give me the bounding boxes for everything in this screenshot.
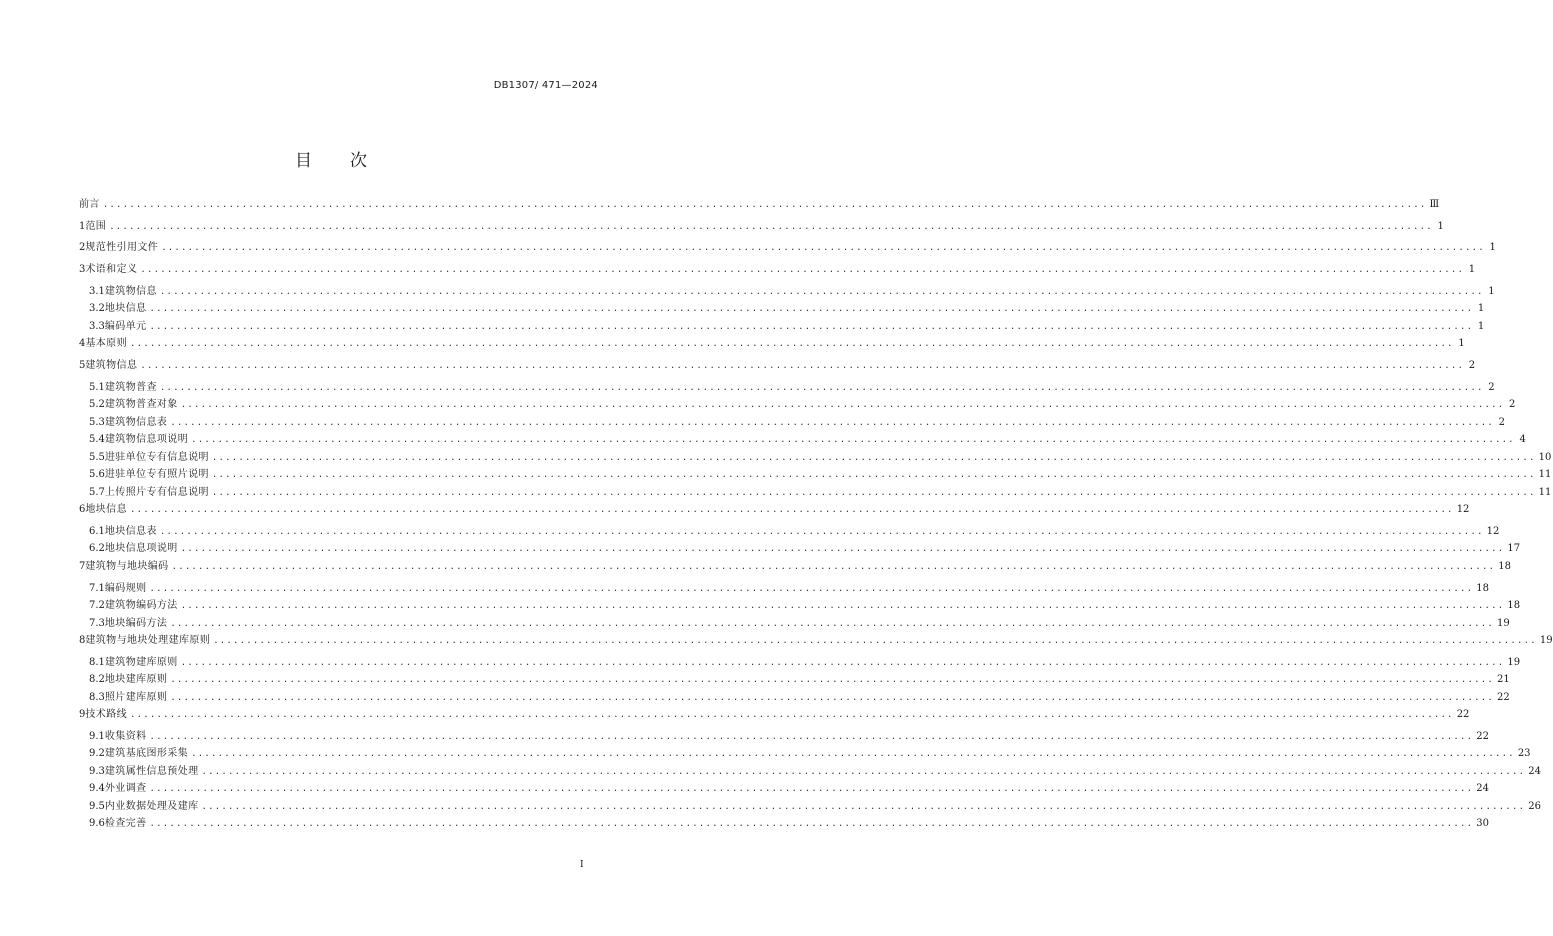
toc-entry-number: 6 bbox=[79, 504, 86, 516]
toc-entry-number: 3.1 bbox=[89, 285, 105, 297]
toc-subentry[interactable] bbox=[79, 748, 1531, 766]
toc-entry-page: 22 bbox=[1476, 730, 1489, 742]
toc-dot-leader: ........................................................................................................................................................................................................ bbox=[159, 286, 1484, 297]
toc-dot-leader: ........................................................................................................................................................................................................ bbox=[201, 766, 1526, 777]
toc-entry-page: 2 bbox=[1488, 381, 1495, 393]
toc-entry-number: 3.3 bbox=[89, 320, 105, 332]
toc-entry-number: 8 bbox=[79, 635, 86, 646]
toc-entry-page: 17 bbox=[1507, 543, 1521, 555]
toc-entry-number: 9 bbox=[79, 709, 86, 721]
toc-dot-leader: ........................................................................................................................................................................................................ bbox=[201, 801, 1526, 812]
toc-entry-label: 上传照片专有信息说明 bbox=[104, 486, 209, 498]
toc-dot-leader: ........................................................................................................................................................................................................ bbox=[211, 470, 1536, 481]
toc-entry-label: 地块信息 bbox=[104, 303, 147, 315]
document-code: DB1307/ 471—2024 bbox=[493, 80, 598, 91]
toc-dot-leader: ........................................................................................................................................................................................................ bbox=[170, 692, 1495, 703]
toc-entry-label: 建筑物信息表 bbox=[104, 416, 168, 428]
toc-entry-page: 1 bbox=[1477, 320, 1485, 332]
toc-dot-leader: ........................................................................................................................................................................................................ bbox=[149, 731, 1474, 742]
toc-subentry[interactable] bbox=[79, 543, 1521, 561]
toc-entry-label: 内业数据处理及建库 bbox=[104, 800, 199, 812]
toc-entry-label: 地块信息表 bbox=[104, 525, 157, 537]
toc-subentry[interactable] bbox=[79, 525, 1500, 544]
toc-dot-leader: ........................................................................................................................................................................................................ bbox=[149, 304, 1474, 315]
toc-dot-leader: ........................................................................................................................................................................................................ bbox=[109, 221, 1433, 232]
toc-entry-label: 前言 bbox=[79, 199, 100, 210]
toc-entry-page: 24 bbox=[1528, 765, 1541, 777]
toc-entry-number: 5.3 bbox=[89, 416, 105, 428]
toc-entry-label: 地块编码方法 bbox=[104, 617, 168, 629]
toc-entry-page: 1 bbox=[1489, 242, 1496, 254]
toc-dot-leader: ........................................................................................................................................................................................................ bbox=[129, 505, 1454, 516]
toc-entry[interactable] bbox=[79, 338, 1465, 360]
toc-entry-page: 2 bbox=[1509, 399, 1516, 411]
toc-entry-number: 9.5 bbox=[89, 800, 105, 812]
toc-entry-number: 5 bbox=[79, 359, 86, 371]
toc-entry-label: 地块信息 bbox=[85, 504, 127, 516]
toc-entry-page: 11 bbox=[1538, 486, 1552, 498]
toc-dot-leader: ........................................................................................................................................................................................................ bbox=[140, 265, 1465, 276]
toc-entry-number: 3 bbox=[79, 264, 86, 276]
toc-entry-label: 进驻单位专有照片说明 bbox=[104, 469, 209, 481]
toc-subentry[interactable] bbox=[79, 730, 1489, 749]
toc-subentry[interactable] bbox=[79, 486, 1552, 505]
toc-subentry[interactable] bbox=[79, 451, 1552, 470]
toc-entry-page: 30 bbox=[1476, 818, 1489, 830]
toc-entry-page: 12 bbox=[1456, 504, 1470, 516]
toc-subentry[interactable] bbox=[79, 434, 1526, 452]
toc-subentry[interactable] bbox=[79, 381, 1495, 400]
toc-entry-number: 8.2 bbox=[89, 674, 105, 686]
toc-entry-page: 18 bbox=[1507, 600, 1521, 611]
toc-entry-page: 21 bbox=[1497, 674, 1510, 686]
toc-entry-number: 2 bbox=[79, 242, 86, 254]
toc-entry-page: 19 bbox=[1507, 656, 1521, 668]
toc-entry[interactable] bbox=[79, 709, 1470, 731]
toc-subentry[interactable] bbox=[79, 656, 1521, 675]
toc-dot-leader: ........................................................................................................................................................................................................ bbox=[149, 819, 1474, 830]
toc-entry-number: 5.1 bbox=[89, 381, 105, 393]
toc-subentry[interactable] bbox=[79, 600, 1521, 618]
toc-subentry[interactable] bbox=[79, 416, 1506, 435]
toc-entry-page: 10 bbox=[1538, 451, 1552, 463]
toc-entry[interactable] bbox=[79, 242, 1496, 264]
toc-entry-label: 建筑物与地块处理建库原则 bbox=[85, 635, 211, 646]
toc-entry-label: 照片建库原则 bbox=[104, 691, 168, 703]
toc-entry-number: 5.5 bbox=[89, 451, 105, 463]
toc-dot-leader: ........................................................................................................................................................................................................ bbox=[149, 583, 1474, 594]
toc-entry-label: 建筑物普查对象 bbox=[104, 399, 178, 411]
toc-entry-label: 外业调查 bbox=[104, 783, 147, 795]
toc-entry-number: 4 bbox=[79, 338, 86, 350]
toc-entry[interactable] bbox=[79, 635, 1553, 657]
toc-entry-label: 建筑基底图形采集 bbox=[104, 748, 189, 760]
toc-dot-leader: ........................................................................................................................................................................................................ bbox=[180, 601, 1505, 611]
toc-dot-leader: ........................................................................................................................................................................................................ bbox=[180, 544, 1505, 555]
toc-entry-page: 1 bbox=[1488, 285, 1495, 297]
toc-dot-leader: ........................................................................................................................................................................................................ bbox=[159, 382, 1484, 393]
toc-entry-number: 8.3 bbox=[89, 691, 105, 703]
toc-subentry[interactable] bbox=[79, 818, 1489, 836]
toc-entry-label: 规范性引用文件 bbox=[85, 242, 159, 254]
toc-entry-label: 进驻单位专有信息说明 bbox=[104, 451, 209, 463]
toc-entry-number: 5.6 bbox=[89, 469, 105, 481]
toc-entry-number: 1 bbox=[79, 220, 86, 232]
toc-entry-page: 23 bbox=[1517, 748, 1531, 760]
toc-entry[interactable] bbox=[79, 264, 1476, 286]
toc-subentry[interactable] bbox=[79, 582, 1489, 601]
toc-entry-number: 9.2 bbox=[89, 748, 105, 760]
toc-entry[interactable] bbox=[79, 220, 1444, 243]
toc-entry-page: 22 bbox=[1497, 691, 1510, 703]
toc-entry-page: 22 bbox=[1456, 709, 1470, 721]
toc-entry[interactable] bbox=[79, 560, 1512, 583]
toc-entry-label: 技术路线 bbox=[85, 709, 127, 721]
toc-dot-leader: ........................................................................................................................................................................................................ bbox=[149, 784, 1474, 795]
toc-subentry[interactable] bbox=[79, 399, 1516, 417]
toc-entry-number: 7.3 bbox=[89, 617, 105, 629]
toc-dot-leader: ........................................................................................................................................................................................................ bbox=[211, 452, 1536, 463]
toc-dot-leader: ........................................................................................................................................................................................................ bbox=[170, 417, 1495, 428]
toc-entry-label: 建筑属性信息预处理 bbox=[104, 765, 199, 777]
toc-entry-page: 24 bbox=[1476, 783, 1489, 795]
toc-dot-leader: ........................................................................................................................................................................................................ bbox=[140, 360, 1465, 371]
table-of-contents bbox=[79, 199, 1553, 836]
toc-subentry[interactable] bbox=[79, 469, 1552, 487]
toc-entry-label: 建筑物与地块编码 bbox=[85, 560, 169, 572]
toc-entry[interactable] bbox=[79, 359, 1476, 382]
toc-entry-page: 12 bbox=[1486, 525, 1500, 537]
toc-entry-number: 9.3 bbox=[89, 765, 105, 777]
toc-entry-number: 8.1 bbox=[89, 656, 105, 668]
toc-entry-page: 18 bbox=[1476, 582, 1489, 594]
toc-subentry[interactable] bbox=[79, 783, 1489, 801]
toc-dot-leader: ........................................................................................................................................................................................................ bbox=[191, 749, 1515, 760]
toc-subentry[interactable] bbox=[79, 617, 1510, 636]
toc-entry-label: 地块建库原则 bbox=[104, 674, 168, 686]
toc-dot-leader: ........................................................................................................................................................................................................ bbox=[180, 400, 1505, 411]
toc-entry-label: 检查完善 bbox=[104, 818, 147, 830]
toc-dot-leader: ........................................................................................................................................................................................................ bbox=[159, 526, 1484, 537]
toc-entry-label: 范围 bbox=[85, 220, 107, 232]
toc-dot-leader: ........................................................................................................................................................................................................ bbox=[102, 200, 1427, 210]
toc-entry-label: 建筑物信息 bbox=[104, 285, 157, 297]
toc-dot-leader: ........................................................................................................................................................................................................ bbox=[170, 675, 1495, 686]
toc-entry-page: 19 bbox=[1497, 617, 1510, 629]
toc-entry-page: 18 bbox=[1498, 560, 1512, 572]
toc-entry-number: 5.2 bbox=[89, 399, 105, 411]
toc-subentry[interactable] bbox=[79, 320, 1485, 339]
toc-entry-number: 6.2 bbox=[89, 543, 105, 555]
toc-entry-label: 基本原则 bbox=[85, 338, 127, 350]
toc-entry-label: 术语和定义 bbox=[85, 264, 138, 276]
toc-entry-label: 建筑物编码方法 bbox=[104, 600, 178, 611]
toc-entry-number: 7.1 bbox=[89, 582, 105, 594]
page-number: I bbox=[580, 860, 584, 870]
toc-entry-number: 6.1 bbox=[89, 525, 105, 537]
toc-entry-label: 建筑物信息项说明 bbox=[104, 434, 189, 446]
toc-dot-leader: ........................................................................................................................................................................................................ bbox=[211, 487, 1536, 498]
toc-subentry[interactable] bbox=[79, 285, 1495, 304]
toc-entry-label: 建筑物信息 bbox=[85, 359, 138, 371]
toc-entry-label: 地块信息项说明 bbox=[104, 543, 178, 555]
toc-dot-leader: ........................................................................................................................................................................................................ bbox=[180, 657, 1505, 668]
toc-title-char-1: 目 bbox=[295, 151, 312, 171]
toc-entry-number: 9.1 bbox=[89, 730, 105, 742]
toc-entry-page: 1 bbox=[1458, 338, 1465, 350]
toc-entry-number: 7.2 bbox=[89, 600, 105, 611]
toc-entry-label: 编码规则 bbox=[104, 582, 147, 594]
toc-dot-leader: ........................................................................................................................................................................................................ bbox=[191, 435, 1515, 446]
toc-dot-leader: ........................................................................................................................................................................................................ bbox=[149, 321, 1474, 332]
toc-entry-page: 2 bbox=[1468, 359, 1476, 371]
toc-entry-label: 编码单元 bbox=[104, 320, 147, 332]
toc-dot-leader: ........................................................................................................................................................................................................ bbox=[171, 561, 1496, 572]
toc-entry-number: 3.2 bbox=[89, 303, 105, 315]
toc-dot-leader: ........................................................................................................................................................................................................ bbox=[213, 636, 1537, 646]
toc-entry-label: 建筑物建库原则 bbox=[104, 656, 178, 668]
toc-subentry[interactable] bbox=[79, 691, 1510, 710]
toc-entry-label: 收集资料 bbox=[104, 730, 147, 742]
toc-title-char-2: 次 bbox=[350, 151, 367, 171]
toc-entry[interactable] bbox=[79, 504, 1470, 526]
toc-entry-page: 1 bbox=[1468, 264, 1476, 276]
toc-entry-page: 4 bbox=[1519, 434, 1526, 446]
toc-entry-number: 9.4 bbox=[89, 783, 105, 795]
toc-dot-leader: ........................................................................................................................................................................................................ bbox=[129, 710, 1454, 721]
toc-entry-number: 5.4 bbox=[89, 434, 105, 446]
toc-entry-label: 建筑物普查 bbox=[104, 381, 157, 393]
toc-title bbox=[0, 146, 662, 171]
toc-subentry[interactable] bbox=[79, 303, 1485, 321]
toc-dot-leader: ........................................................................................................................................................................................................ bbox=[170, 618, 1495, 629]
toc-subentry[interactable] bbox=[79, 800, 1541, 819]
toc-entry-page: Ⅲ bbox=[1429, 199, 1440, 210]
toc-dot-leader: ........................................................................................................................................................................................................ bbox=[129, 339, 1454, 350]
toc-entry[interactable] bbox=[79, 199, 1440, 221]
toc-entry-page: 1 bbox=[1437, 220, 1444, 232]
toc-entry-number: 5.7 bbox=[89, 486, 105, 498]
toc-entry-page: 2 bbox=[1498, 416, 1506, 428]
toc-entry-page: 1 bbox=[1477, 303, 1485, 315]
toc-subentry[interactable] bbox=[79, 674, 1510, 692]
toc-entry-page: 11 bbox=[1538, 469, 1552, 481]
toc-dot-leader: ........................................................................................................................................................................................................ bbox=[161, 243, 1485, 254]
toc-entry-page: 19 bbox=[1539, 635, 1553, 646]
toc-entry-number: 9.6 bbox=[89, 818, 105, 830]
toc-entry-number: 7 bbox=[79, 560, 86, 572]
toc-subentry[interactable] bbox=[79, 765, 1541, 784]
toc-entry-page: 26 bbox=[1528, 800, 1541, 812]
